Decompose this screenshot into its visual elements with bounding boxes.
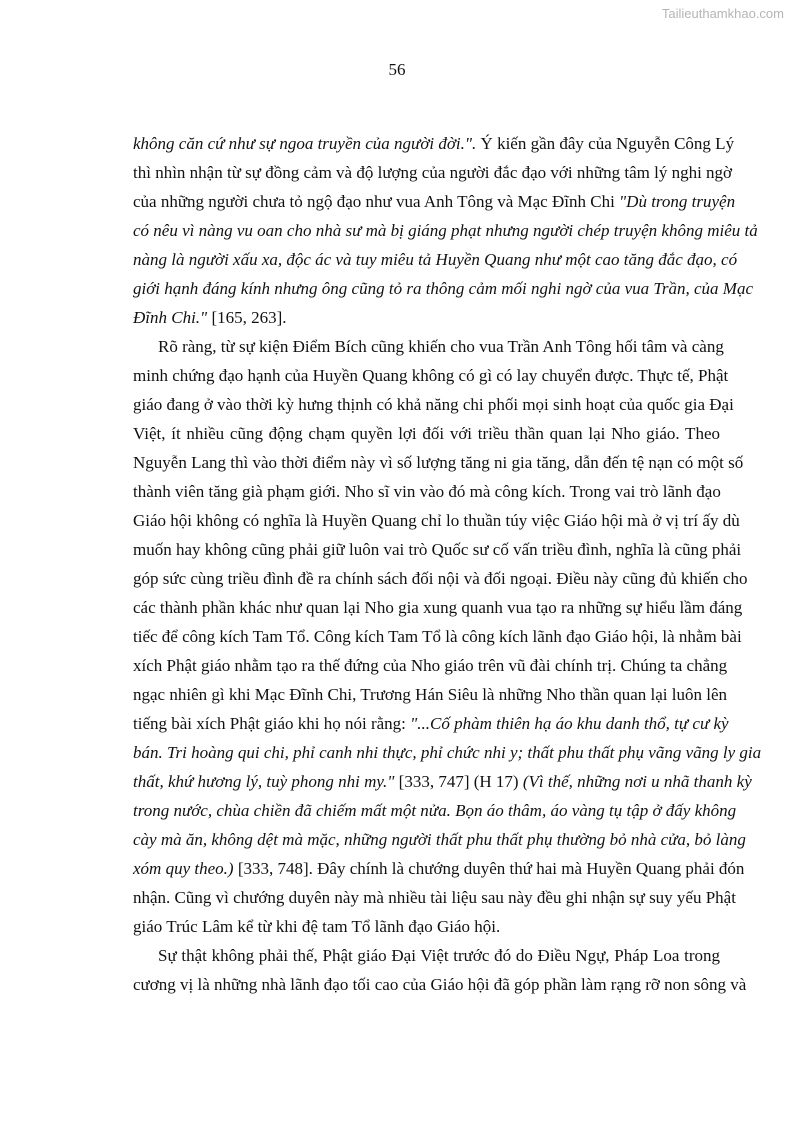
italic-text-run: "Dù trong truyện [619,192,736,211]
text-run: tiếc để công kích Tam Tổ. Công kích Tam Tổ là công kích lãnh đạo Giáo hội, là nhằm bài [133,627,742,646]
text-line [133,738,762,767]
text-line [133,535,742,564]
text-run: góp sức cùng triều đình đề ra chính sách đối nội và đối ngoại. Điều này cũng đủ khiến cho [133,569,748,588]
text-line [133,506,740,535]
text-run: thành viên tăng già phạm giới. Nho sĩ vin vào đó mà công kích. Trong vai trò lãnh đạo [133,482,721,501]
text-line [133,854,745,883]
text-run: các thành phần khác như quan lại Nho gia xung quanh vua tạo ra những sự hiểu lầm đáng [133,598,743,617]
text-line [133,332,724,361]
text-line [133,390,734,419]
text-run: giáo đang ở vào thời kỳ hưng thịnh có khả năng chi phối mọi sinh hoạt của quốc gia Đại [133,395,734,414]
italic-text-run: (Vì thế, những nơi u nhã thanh kỳ [522,772,752,791]
text-run: xích Phật giáo nhằm tạo ra thế đứng của Nho giáo trên vũ đài chính trị. Chúng ta chẳng [133,656,728,675]
text-run: [333, 748]. Đây chính là chướng duyên thứ hai mà Huyền Quang phải đón [233,859,745,878]
text-line [133,941,720,970]
text-run: Nguyễn Lang thì vào thời điểm này vì số lượng tăng ni gia tăng, dẫn đến tệ nạn có một số [133,453,744,472]
text-run: Việt, ít nhiều cũng động chạm quyền lợi đối với triều thần quan lại Nho giáo. Theo [133,424,720,443]
text-line [133,709,729,738]
text-run: cương vị là những nhà lãnh đạo tối cao của Giáo hội đã góp phần làm rạng rỡ non sông và [133,975,747,994]
text-line [133,796,737,825]
body-text [133,129,762,999]
text-line [133,419,720,448]
italic-text-run: có nêu vì nàng vu oan cho nhà sư mà bị giáng phạt nhưng người chép truyện không miêu tả [133,221,758,240]
italic-text-run: Đĩnh Chi." [133,308,208,327]
text-line [133,825,746,854]
italic-text-run: cày mà ăn, không dệt mà mặc, những người thất phu thất phụ thường bỏ nhà cửa, bỏ làng [133,830,746,849]
text-run: tiếng bài xích Phật giáo khi họ nói rằng: [133,714,411,733]
text-line [133,361,729,390]
text-line [133,129,735,158]
text-line [133,680,728,709]
text-line [133,651,728,680]
text-line [133,564,748,593]
italic-text-run: xóm quy theo.) [133,859,234,878]
text-run: thì nhìn nhận từ sự đồng cảm và độ lượng của người đắc đạo với những tâm lý nghi ngờ [133,163,733,182]
text-run: giáo Trúc Lâm kể từ khi đệ tam Tổ lãnh đạo Giáo hội. [133,917,501,936]
text-line [133,303,720,332]
text-run: nhận. Cũng vì chướng duyên này mà nhiều tài liệu sau này đều ghi nhận sự suy yếu Phật [133,888,736,907]
italic-text-run: nàng là người xấu xa, độc ác và tuy miêu tả Huyền Quang như một cao tăng đắc đạo, có [133,250,738,269]
italic-text-run: không căn cứ như sự ngoa truyền của người đời.". [133,134,481,153]
text-run: của những người chưa tỏ ngộ đạo như vua Anh Tông và Mạc Đĩnh Chi [133,192,620,211]
text-line [133,448,744,477]
text-run: ngạc nhiên gì khi Mạc Đĩnh Chi, Trương Hán Siêu là những Nho thần quan lại luôn lên [133,685,728,704]
text-line [133,622,742,651]
text-line [133,970,747,999]
text-run: muốn hay không cũng phải giữ luôn vai trò Quốc sư cố vấn triều đình, nghĩa là cũng phải [133,540,742,559]
text-line [133,477,720,506]
text-run: Rõ ràng, từ sự kiện Điểm Bích cũng khiến cho vua Trần Anh Tông hối tâm và càng [158,337,724,356]
text-line [133,767,752,796]
watermark: Tailieuthamkhao.com [661,6,784,21]
text-run: [333, 747] (H 17) [394,772,523,791]
text-run: minh chứng đạo hạnh của Huyền Quang không có gì có lay chuyển được. Thực tế, Phật [133,366,729,385]
italic-text-run: "...Cố phàm thiên hạ áo khu danh thổ, tự cư kỳ [410,714,729,733]
text-run: Ý kiến gần đây của Nguyễn Công Lý [480,134,735,153]
text-line [133,245,738,274]
text-run: Giáo hội không có nghĩa là Huyền Quang chỉ lo thuần túy việc Giáo hội mà ở vị trí ấy dù [133,511,740,530]
text-run: [165, 263]. [207,308,287,327]
italic-text-run: bán. Tri hoàng qui chi, phỉ canh nhi thực, phỉ chức nhi y; thất phu thất phụ vãng vãng ly gia [133,743,762,762]
italic-text-run: trong nước, chùa chiền đã chiếm mất một nửa. Bọn áo thâm, áo vàng tụ tập ở đấy không [133,801,737,820]
text-line [133,593,743,622]
italic-text-run: thất, khứ hương lý, tuỳ phong nhi my." [133,772,395,791]
text-line [133,274,754,303]
italic-text-run: giới hạnh đáng kính nhưng ông cũng tỏ ra thông cảm mối nghi ngờ của vua Trần, của Mạc [133,279,754,298]
text-line [133,158,733,187]
text-run: Sự thật không phải thế, Phật giáo Đại Việt trước đó do Điều Ngự, Pháp Loa trong [158,946,720,965]
text-line [133,912,720,941]
text-line [133,216,758,245]
text-line [133,187,736,216]
page-number: 56 [388,60,406,79]
text-line [133,883,736,912]
